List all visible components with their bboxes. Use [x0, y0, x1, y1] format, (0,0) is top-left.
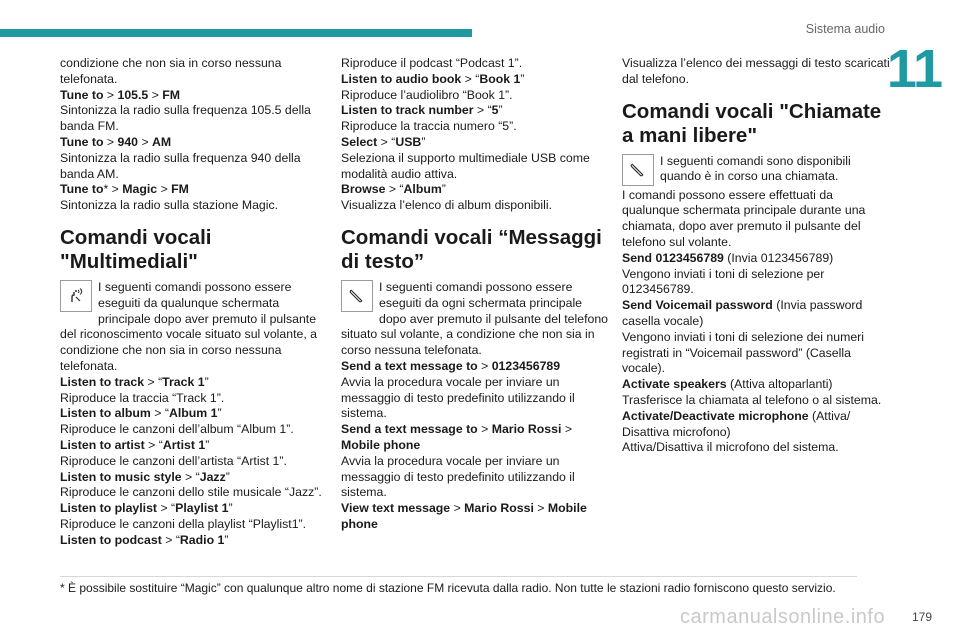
header-accent-bar	[0, 29, 472, 37]
voice-command: Send a text message to > 0123456789 Avvia la procedura vocale per inviare un messaggio di testo predefinito utilizzando il sistema.	[341, 358, 575, 421]
column-3	[622, 56, 890, 456]
pencil-note-icon	[341, 280, 373, 312]
radio-command: Tune to* > Magic > FM Sintonizza la radio sulla stazione Magic.	[60, 182, 279, 213]
intro-text: Riproduce il podcast “Podcast 1”.	[341, 56, 523, 70]
section-heading: Comandi vocali "Multimediali"	[60, 225, 212, 273]
note-block	[341, 280, 609, 359]
intro-text: condizione che non sia in corso nessuna telefonata.	[60, 56, 282, 86]
radio-command: Tune to > 940 > AM Sintonizza la radio sulla frequenza 940 della banda AM.	[60, 134, 301, 181]
voice-command: Send Voicemail password (Invia password casella vocale) Vengono inviati i toni di selezione dei numeri registrati in “Voicemail password” (Casella vocale).	[622, 298, 864, 376]
voice-command: Select > “USB” Seleziona il supporto multimediale USB come modalità audio attiva.	[341, 134, 590, 181]
voice-command: Browse > “Album” Visualizza l’elenco di album disponibili.	[341, 182, 552, 213]
voice-command: Listen to audio book > “Book 1” Riproduce l’audiolibro “Book 1”.	[341, 71, 525, 102]
voice-command: View text message > Mario Rossi > Mobile phone	[341, 501, 587, 531]
pencil-note-icon	[622, 154, 654, 186]
watermark: carmanualsonline.info	[680, 606, 886, 628]
voice-command: Listen to track > “Track 1” Riproduce la traccia “Track 1”.	[60, 374, 225, 405]
intro-text: Visualizza l’elenco dei messaggi di testo scaricati dal telefono.	[622, 56, 890, 86]
note-continuation: I comandi possono essere effettuati da qualunque schermata principale durante una chiamata, dopo aver premuto il pulsante del telefono sul volante.	[622, 187, 866, 249]
voice-command: Activate/Deactivate microphone (Attiva/ Disattiva microfono) Attiva/Disattiva il microfono del sistema.	[622, 408, 851, 455]
chapter-number: 11	[886, 39, 942, 99]
voice-command: Activate speakers (Attiva altoparlanti) Trasferisce la chiamata al telefono o al sistema.	[622, 377, 882, 407]
radio-command: Tune to > 105.5 > FM Sintonizza la radio sulla frequenza 105.5 della banda FM.	[60, 87, 311, 134]
note-block	[622, 154, 890, 188]
note-text: I seguenti comandi possono essere eseguiti da qualunque schermata principale dopo aver premuto il pulsante del riconoscimento vocale situato sul volante, a condizione che non sia in corso nessuna telefonata.	[60, 279, 318, 373]
voice-command-icon	[60, 280, 92, 312]
voice-command: Listen to music style > “Jazz” Riproduce le canzoni dello stile musicale “Jazz”.	[60, 469, 322, 500]
voice-command: Listen to artist > “Artist 1” Riproduce le canzoni dell’artista “Artist 1”.	[60, 437, 287, 468]
footnote-divider	[60, 576, 857, 577]
column-2	[341, 56, 609, 533]
voice-command: Listen to playlist > “Playlist 1” Riproduce le canzoni della playlist “Playlist1”.	[60, 501, 307, 531]
voice-command: Listen to podcast > “Radio 1”	[60, 532, 229, 547]
note-text: I seguenti comandi sono disponibili quando è in corso una chiamata.	[660, 153, 851, 184]
voice-command: Send a text message to > Mario Rossi > Mobile phone Avvia la procedura vocale per inviare un messaggio di testo predefinito utilizzando il sistema.	[341, 422, 575, 500]
voice-command: Send 0123456789 (Invia 0123456789) Vengono inviati i toni di selezione per 0123456789.	[622, 250, 834, 297]
voice-command: Listen to album > “Album 1” Riproduce le canzoni dell’album “Album 1”.	[60, 406, 294, 437]
note-block	[60, 280, 328, 375]
page-number: 179	[911, 610, 932, 624]
voice-command: Listen to track number > “5” Riproduce la traccia numero “5”.	[341, 103, 517, 134]
footnote: * È possibile sostituire “Magic” con qualunque altro nome di stazione FM ricevuta dalla radio. Non tutte le stazioni radio forniscono questo servizio.	[60, 581, 836, 595]
section-heading: Comandi vocali “Messaggi di testo”	[341, 225, 602, 273]
section-title: Sistema audio	[805, 22, 885, 36]
note-text: I seguenti comandi possono essere eseguiti da ogni schermata principale dopo aver premuto il pulsante del telefono situato sul volante, a condizione che non sia in corso nessuna telefonata.	[341, 279, 609, 358]
section-heading: Comandi vocali "Chiamate a mani libere"	[622, 99, 882, 147]
column-1	[60, 56, 328, 549]
